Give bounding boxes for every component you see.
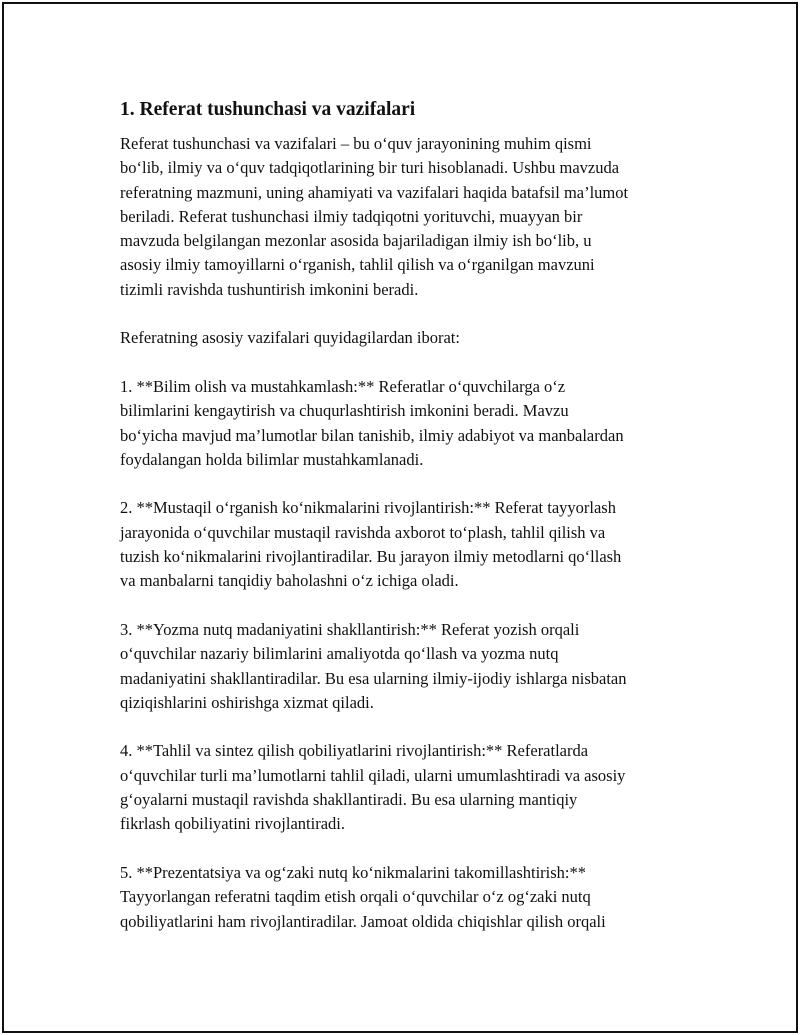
paragraph-spacer bbox=[120, 837, 700, 861]
text-line: 3. **Yozma nutq madaniyatini shakllantirish:** Referat yozish orqali bbox=[120, 619, 580, 639]
paragraph-spacer bbox=[120, 302, 700, 326]
text-line: 1. **Bilim olish va mustahkamlash:** Referatlar o‘quvchilarga o‘z bbox=[120, 376, 566, 396]
text-line: fikrlash qobiliyatini rivojlantiradi. bbox=[120, 814, 345, 834]
text-line: asosiy ilmiy tamoyillarni o‘rganish, tahlil qilish va o‘rganilgan mavzuni bbox=[120, 255, 595, 275]
text-line: Referatning asosiy vazifalari quyidagilardan iborat: bbox=[120, 328, 460, 348]
text-line: mavzuda belgilangan mezonlar asosida bajariladigan ilmiy ish bo‘lib, u bbox=[120, 231, 592, 251]
paragraph-container bbox=[120, 132, 700, 934]
text-line: o‘quvchilar nazariy bilimlarini amaliyotda qo‘llash va yozma nutq bbox=[120, 644, 559, 664]
paragraph-spacer bbox=[120, 472, 700, 496]
text-line: foydalangan holda bilimlar mustahkamlanadi. bbox=[120, 449, 424, 469]
text-line: bilimlarini kengaytirish va chuqurlashtirish imkonini beradi. Mavzu bbox=[120, 401, 569, 421]
paragraph-spacer bbox=[120, 594, 700, 618]
text-line: jarayonida o‘quvchilar mustaqil ravishda axborot to‘plash, tahlil qilish va bbox=[120, 522, 606, 542]
paragraph-spacer bbox=[120, 715, 700, 739]
text-line: beriladi. Referat tushunchasi ilmiy tadqiqotni yorituvchi, muayyan bir bbox=[120, 206, 583, 226]
text-line: tizimli ravishda tushuntirish imkonini beradi. bbox=[120, 279, 419, 299]
text-line: Tayyorlangan referatni taqdim etish orqali o‘quvchilar o‘z og‘zaki nutq bbox=[120, 887, 591, 907]
text-line: Referat tushunchasi va vazifalari – bu o‘quv jarayonining muhim qismi bbox=[120, 134, 592, 153]
text-line: tuzish ko‘nikmalarini rivojlantiradilar. Bu jarayon ilmiy metodlarni qo‘llash bbox=[120, 547, 622, 567]
paragraph-spacer bbox=[120, 351, 700, 375]
document-body bbox=[120, 96, 700, 934]
text-line: va manbalarni tanqidiy baholashni o‘z ichiga oladi. bbox=[120, 571, 459, 591]
text-line: o‘quvchilar turli ma’lumotlarni tahlil qiladi, ularni umumlashtiradi va asosiy bbox=[120, 765, 626, 785]
text-line: madaniyatini shakllantiradilar. Bu esa ularning ilmiy-ijodiy ishlarga nisbatan bbox=[120, 668, 627, 688]
text-line: qobiliyatlarini ham rivojlantiradilar. Jamoat oldida chiqishlar qilish orqali bbox=[120, 911, 606, 931]
text-line: 5. **Prezentatsiya va og‘zaki nutq ko‘nikmalarini takomillashtirish:** bbox=[120, 862, 587, 882]
document-page bbox=[2, 2, 798, 1033]
text-line: bo‘yicha mavjud ma’lumotlar bilan tanishib, ilmiy adabiyot va manbalardan bbox=[120, 425, 624, 445]
text-line: g‘oyalarni mustaqil ravishda shakllantiradi. Bu esa ularning mantiqiy bbox=[120, 790, 578, 810]
text-line: bo‘lib, ilmiy va o‘quv tadqiqotlarining bir turi hisoblanadi. Ushbu mavzuda bbox=[120, 158, 620, 178]
text-line: qiziqishlarini oshirishga xizmat qiladi. bbox=[120, 692, 374, 712]
text-line: referatning mazmuni, uning ahamiyati va vazifalari haqida batafsil ma’lumot bbox=[120, 182, 629, 202]
text-line: 2. **Mustaqil o‘rganish ko‘nikmalarini rivojlantirish:** Referat tayyorlash bbox=[120, 498, 616, 518]
section-heading: 1. Referat tushunchasi va vazifalari bbox=[120, 99, 416, 120]
text-line: 4. **Tahlil va sintez qilish qobiliyatlarini rivojlantirish:** Referatlarda bbox=[120, 741, 589, 761]
